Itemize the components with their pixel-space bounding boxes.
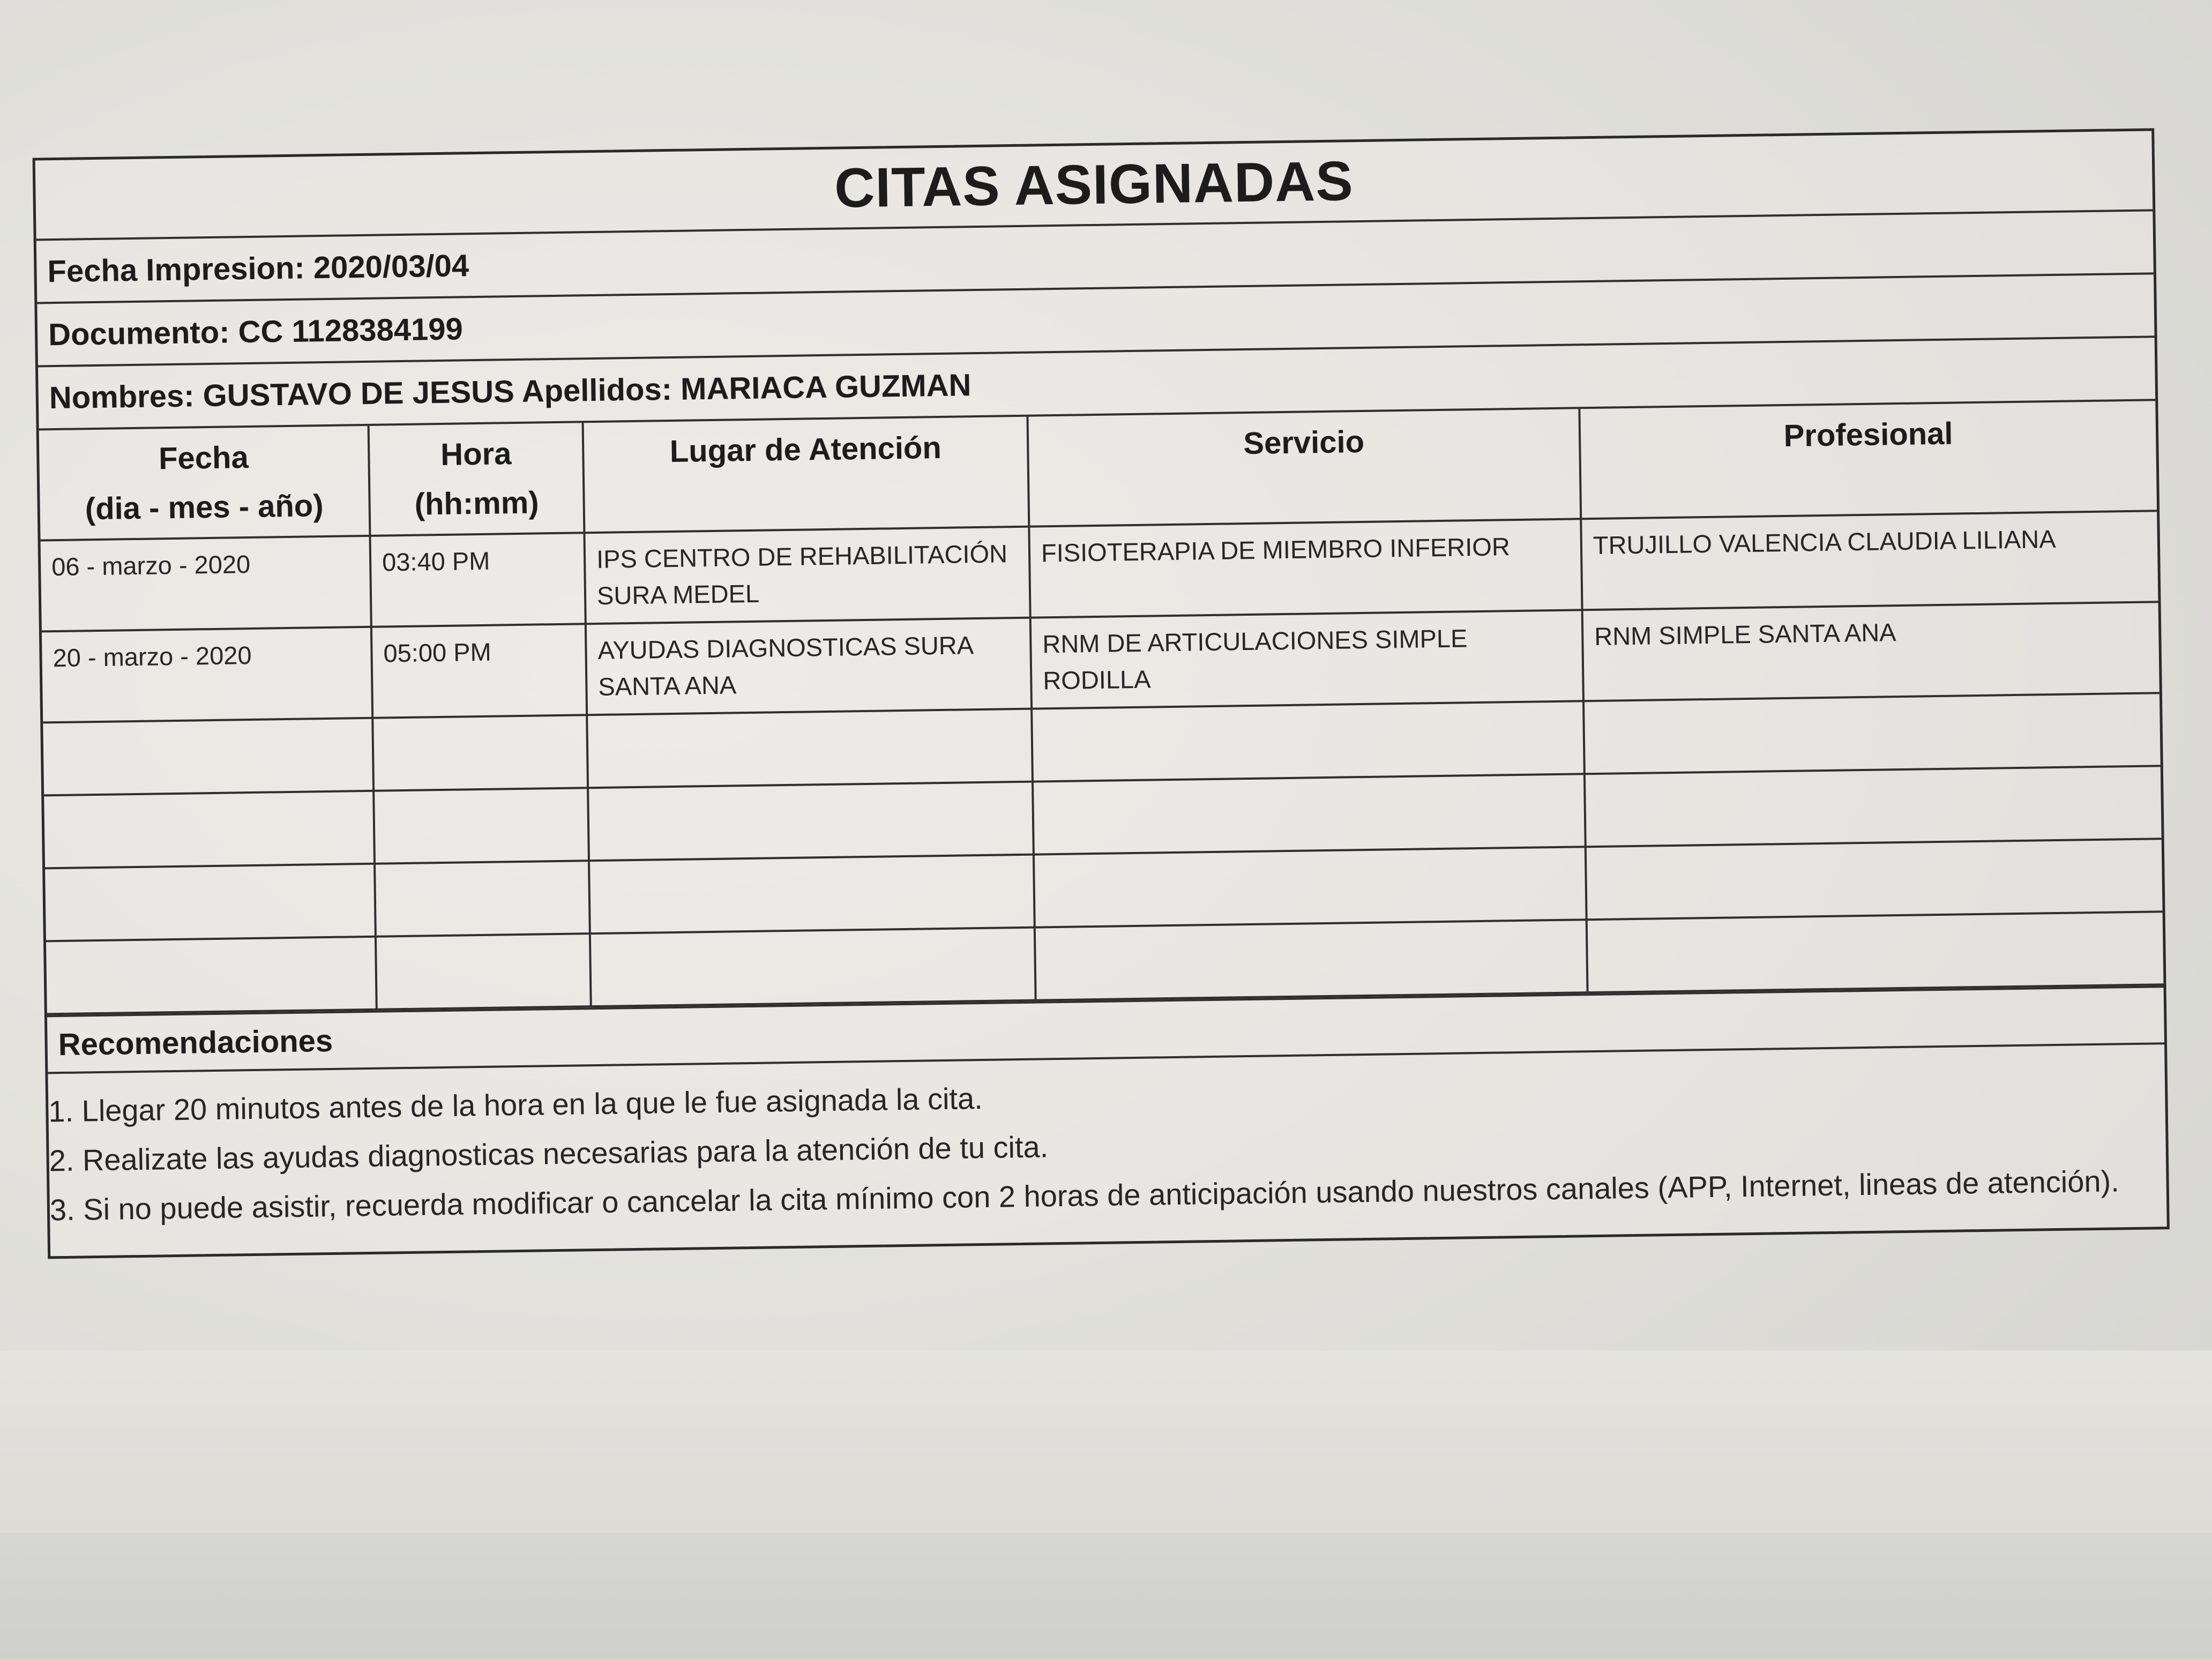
recommendations-title: Recomendaciones bbox=[47, 985, 2164, 1074]
cell-hora: 03:40 PM bbox=[370, 533, 585, 627]
print-date: Fecha Impresion: 2020/03/04 bbox=[36, 211, 2154, 304]
empty-cell bbox=[1583, 693, 2161, 774]
patient-names: Nombres: GUSTAVO DE JESUS Apellidos: MARIACA GUZMAN bbox=[38, 338, 2155, 430]
empty-cell bbox=[43, 718, 373, 796]
empty-cell bbox=[589, 855, 1035, 934]
cell-servicio: FISIOTERAPIA DE MIEMBRO INFERIOR bbox=[1029, 519, 1582, 617]
header-fecha bbox=[39, 426, 370, 541]
cell-hora: 05:00 PM bbox=[371, 624, 587, 718]
header-lugar: Lugar de Atención bbox=[583, 417, 1029, 533]
header-servicio: Servicio bbox=[1027, 409, 1581, 526]
empty-cell bbox=[1032, 701, 1585, 781]
cell-lugar: AYUDAS DIAGNOSTICAS SURA SANTA ANA bbox=[586, 618, 1032, 715]
header-hora-label: Hora bbox=[440, 436, 512, 472]
document-id: Documento: CC 1128384199 bbox=[37, 274, 2154, 367]
empty-cell bbox=[45, 864, 376, 941]
appointment-sheet bbox=[16, 107, 2181, 1332]
empty-cell bbox=[590, 928, 1036, 1007]
cell-fecha: 06 - marzo - 2020 bbox=[41, 536, 371, 632]
cell-lugar: IPS CENTRO DE REHABILITACIÓN SURA MEDEL bbox=[584, 527, 1030, 624]
empty-cell bbox=[44, 791, 375, 869]
recommendation-item: 1. Llegar 20 minutos antes de la hora en la que le fue asignada la cita. bbox=[48, 1081, 983, 1129]
recommendation-item: 2. Realizate las ayudas diagnosticas necesarias para la atención de tu cita. bbox=[49, 1130, 1049, 1178]
header-fecha-label: Fecha bbox=[158, 440, 249, 476]
empty-cell bbox=[1587, 911, 2164, 992]
empty-cell bbox=[1035, 920, 1588, 1000]
paper-shadow bbox=[0, 1350, 2212, 1533]
empty-cell bbox=[1033, 774, 1586, 854]
empty-cell bbox=[373, 788, 589, 864]
empty-cell bbox=[587, 709, 1033, 788]
recommendation-item: 3. Si no puede asistir, recuerda modificar o cancelar la cita mínimo con 2 horas de anticipación usando nuestros canales (APP, Internet, lineas de atención). bbox=[49, 1164, 2120, 1227]
empty-cell bbox=[588, 782, 1034, 861]
empty-cell bbox=[376, 933, 591, 1010]
empty-cell bbox=[372, 715, 588, 791]
empty-cell bbox=[375, 861, 590, 937]
header-profesional: Profesional bbox=[1579, 401, 2157, 519]
empty-cell bbox=[46, 937, 377, 1014]
empty-cell bbox=[1585, 766, 2162, 847]
cell-fecha: 20 - marzo - 2020 bbox=[42, 627, 372, 723]
cell-profesional: TRUJILLO VALENCIA CLAUDIA LILIANA bbox=[1581, 511, 2158, 610]
cell-profesional: RNM SIMPLE SANTA ANA bbox=[1582, 602, 2159, 701]
empty-cell bbox=[1586, 839, 2163, 920]
form-title: CITAS ASIGNADAS bbox=[35, 131, 2153, 241]
empty-cell bbox=[1034, 847, 1587, 927]
header-hora-format: (hh:mm) bbox=[414, 485, 540, 522]
header-fecha-format: (dia - mes - año) bbox=[85, 488, 324, 527]
header-hora bbox=[369, 423, 585, 536]
cell-servicio: RNM DE ARTICULACIONES SIMPLE RODILLA bbox=[1030, 610, 1583, 708]
appointments-form bbox=[33, 128, 2170, 1259]
appointments-table bbox=[39, 401, 2164, 1015]
background-surface bbox=[0, 1533, 2212, 1659]
recommendations-list bbox=[48, 1044, 2166, 1256]
